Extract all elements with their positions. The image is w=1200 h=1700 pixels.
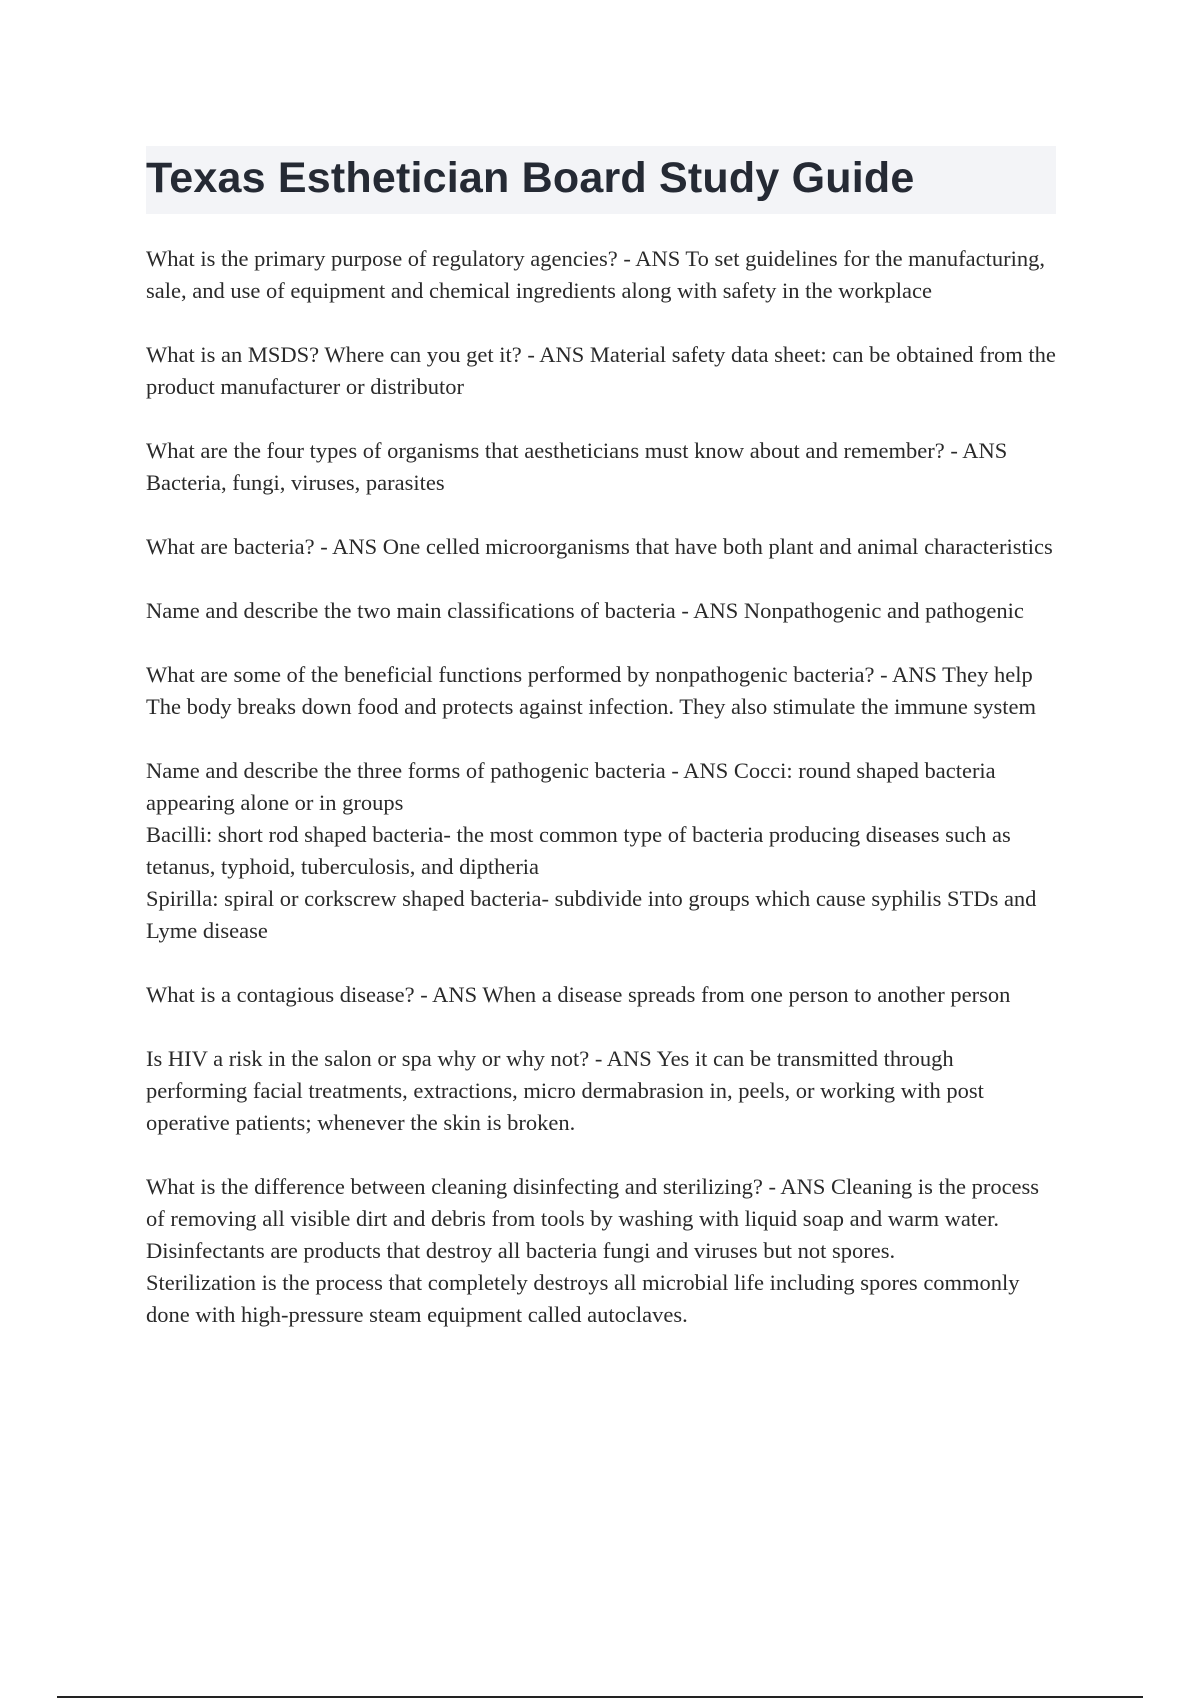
page-title: Texas Esthetician Board Study Guide: [146, 154, 915, 202]
qa-item: [146, 243, 1056, 307]
qa-item: [146, 531, 1056, 563]
qa-text: Spirilla: spiral or corkscrew shaped bacteria- subdivide into groups which cause syphilis STDs and Lyme disease: [146, 886, 1037, 943]
qa-list: [146, 243, 1056, 1363]
qa-text: Bacilli: short rod shaped bacteria- the most common type of bacteria producing diseases such as tetanus, typhoid, tuberculosis, and diptheria: [146, 822, 1011, 879]
qa-text: What is an MSDS? Where can you get it? - ANS Material safety data sheet: can be obtained from the product manufacturer or distributor: [146, 342, 1056, 399]
qa-item: [146, 659, 1056, 723]
qa-text: Name and describe the two main classifications of bacteria - ANS Nonpathogenic and pathogenic: [146, 598, 1024, 623]
qa-item: [146, 339, 1056, 403]
qa-item: [146, 755, 1056, 947]
qa-item: [146, 435, 1056, 499]
qa-text: What is the difference between cleaning disinfecting and sterilizing? - ANS Cleaning is the process of removing all visible dirt and debris from tools by washing with liquid soap and warm water. Disinfectants are products that destroy all bacteria fungi and viruses but not spores.: [146, 1174, 1040, 1263]
qa-text: Sterilization is the process that completely destroys all microbial life including spores commonly done with high-pressure steam equipment called autoclaves.: [146, 1270, 1020, 1327]
qa-text: What are some of the beneficial functions performed by nonpathogenic bacteria? - ANS They help The body breaks down food and protects against infection. They also stimulate the immune system: [146, 662, 1037, 719]
qa-item: [146, 979, 1056, 1011]
qa-text: What are bacteria? - ANS One celled microorganisms that have both plant and animal characteristics: [146, 534, 1053, 559]
qa-text: What is the primary purpose of regulatory agencies? - ANS To set guidelines for the manufacturing, sale, and use of equipment and chemical ingredients along with safety in the workplace: [146, 246, 1046, 303]
qa-text: Name and describe the three forms of pathogenic bacteria - ANS Cocci: round shaped bacteria appearing alone or in groups: [146, 758, 996, 815]
qa-item: [146, 1043, 1056, 1139]
qa-text: What are the four types of organisms that aestheticians must know about and remember? - ANS Bacteria, fungi, viruses, parasites: [146, 438, 1008, 495]
title-banner: [146, 146, 1056, 214]
qa-item: [146, 595, 1056, 627]
qa-item: [146, 1171, 1056, 1331]
qa-text: Is HIV a risk in the salon or spa why or why not? - ANS Yes it can be transmitted through performing facial treatments, extractions, micro dermabrasion in, peels, or working with post operative patients; whenever the skin is broken.: [146, 1046, 984, 1135]
footer-divider: [57, 1696, 1143, 1698]
qa-text: What is a contagious disease? - ANS When a disease spreads from one person to another person: [146, 982, 1011, 1007]
